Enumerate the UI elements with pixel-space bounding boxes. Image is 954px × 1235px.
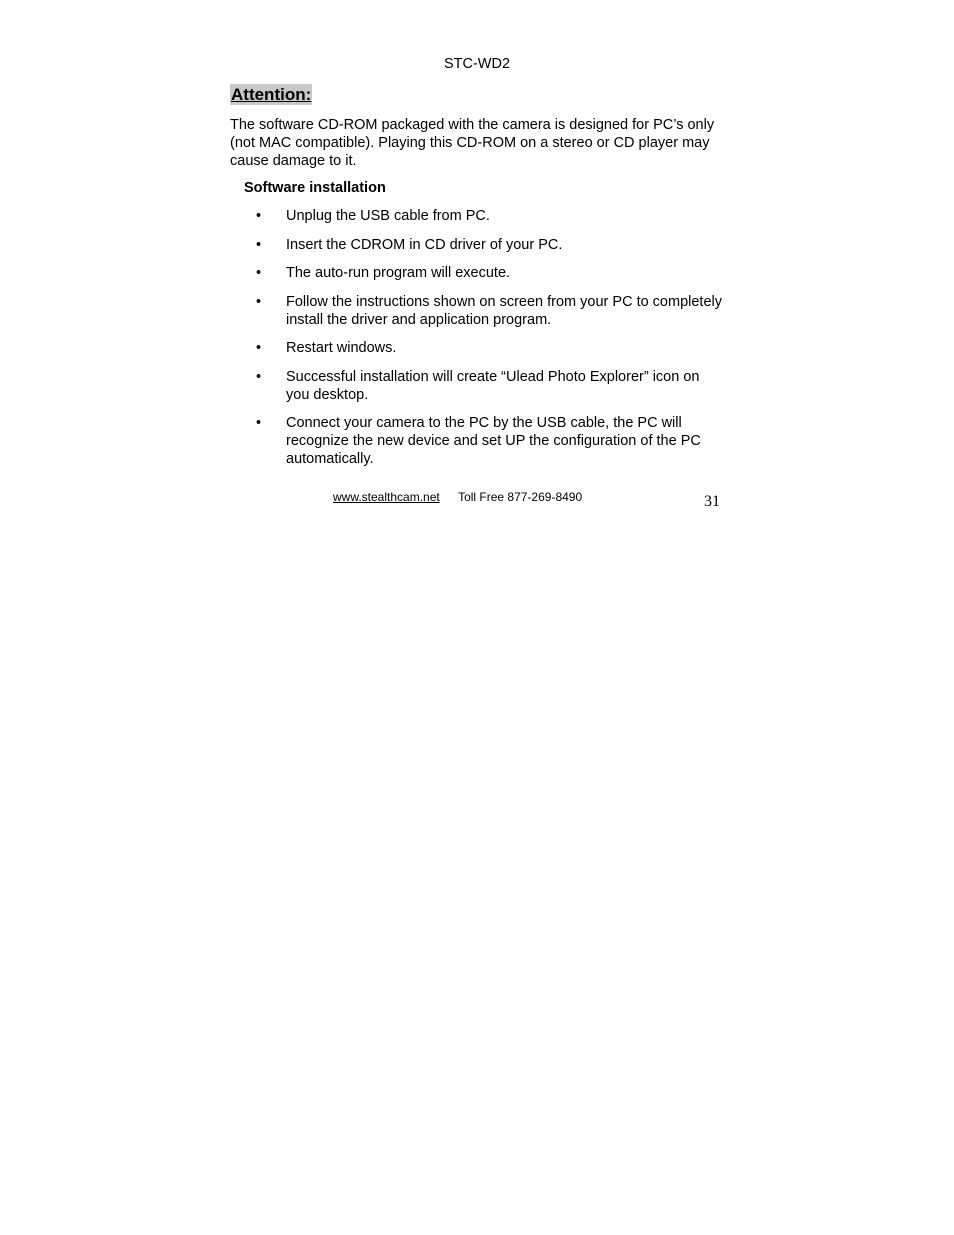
attention-heading: Attention: [231,85,312,104]
bullet-icon: • [256,208,262,224]
list-item [256,368,726,404]
list-item [256,264,726,282]
page-header-model: STC-WD2 [443,56,511,72]
step-text: Restart windows. [286,340,397,356]
step-text: Successful installation will create “Ulead Photo Explorer” icon on you desktop. [286,368,700,403]
installation-steps-list [256,207,726,479]
list-item [256,414,726,468]
software-installation-heading: Software installation [244,180,386,196]
page-footer [333,490,582,505]
bullet-icon: • [256,265,262,281]
attention-text: The software CD-ROM packaged with the camera is designed for PC’s only (not MAC compatible). Playing this CD-ROM on a stereo or CD player may cause damage to it. [230,117,715,169]
toll-free-number: Toll Free 877-269-8490 [458,490,583,504]
list-item [256,207,726,225]
step-text: Insert the CDROM in CD driver of your PC. [286,236,563,253]
website-link[interactable]: www.stealthcam.net [333,490,440,504]
bullet-icon: • [256,415,262,431]
list-item [256,236,726,254]
list-item [256,339,726,357]
step-text: Unplug the USB cable from PC. [286,208,490,224]
list-item [256,293,726,329]
page-number: 31 [704,493,720,510]
bullet-icon: • [256,368,262,385]
step-text: The auto-run program will execute. [286,265,511,281]
bullet-icon: • [256,340,262,356]
step-text: Follow the instructions shown on screen from your PC to completely install the driver and application program. [286,293,722,328]
step-text: Connect your camera to the PC by the USB cable, the PC will recognize the new device and set UP the configuration of the PC automatically. [286,415,701,467]
bullet-icon: • [256,293,262,310]
bullet-icon: • [256,236,262,253]
